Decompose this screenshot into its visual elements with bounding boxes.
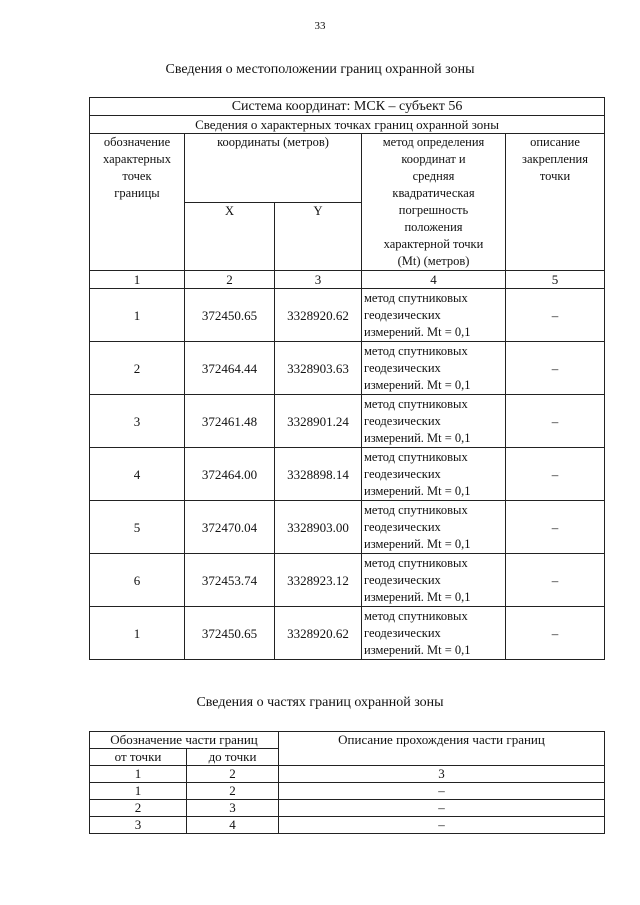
column-number: 1 — [90, 271, 185, 289]
coord-y: 3328920.62 — [275, 289, 362, 342]
point-description: – — [506, 448, 605, 501]
table-row — [90, 783, 605, 800]
header-from-point: от точки — [90, 749, 187, 766]
coord-x: 372461.48 — [185, 395, 275, 448]
coord-x: 372470.04 — [185, 501, 275, 554]
point-id: 4 — [90, 448, 185, 501]
coord-y: 3328903.63 — [275, 342, 362, 395]
to-point: 4 — [187, 817, 279, 834]
point-description: – — [506, 395, 605, 448]
column-number: 3 — [275, 271, 362, 289]
method-text: метод спутниковых геодезических измерений. Mt = 0,1 — [362, 607, 506, 660]
from-point: 3 — [90, 817, 187, 834]
table-row — [90, 448, 605, 501]
header-method: метод определения координат и средняя квадратическая погрешность положения характерной точки (Mt) (метров) — [362, 134, 506, 271]
from-point: 2 — [90, 800, 187, 817]
table-row — [90, 289, 605, 342]
coord-y: 3328903.00 — [275, 501, 362, 554]
method-text: метод спутниковых геодезических измерений. Mt = 0,1 — [362, 448, 506, 501]
coord-x: 372464.44 — [185, 342, 275, 395]
method-text: метод спутниковых геодезических измерений. Mt = 0,1 — [362, 554, 506, 607]
part-description: – — [279, 817, 605, 834]
point-id: 1 — [90, 607, 185, 660]
to-point: 2 — [187, 783, 279, 800]
table2-title: Сведения о частях границ охранной зоны — [196, 695, 444, 710]
coord-x: 372464.00 — [185, 448, 275, 501]
header-y: Y — [275, 202, 362, 271]
header-coordinates: координаты (метров) — [185, 134, 362, 203]
column-number: 5 — [506, 271, 605, 289]
boundary-points-table — [89, 97, 605, 660]
column-number: 2 — [185, 271, 275, 289]
header-description: описание закрепления точки — [506, 134, 605, 271]
header-x: X — [185, 202, 275, 271]
method-text: метод спутниковых геодезических измерений. Mt = 0,1 — [362, 289, 506, 342]
from-point: 1 — [90, 783, 187, 800]
point-description: – — [506, 289, 605, 342]
table-row — [90, 501, 605, 554]
boundary-parts-table — [89, 731, 605, 834]
coord-y: 3328898.14 — [275, 448, 362, 501]
coordinate-system: Система координат: МСК – субъект 56 — [90, 98, 605, 116]
part-description: – — [279, 800, 605, 817]
header-to-point: до точки — [187, 749, 279, 766]
point-id: 2 — [90, 342, 185, 395]
column-number: 1 — [90, 766, 187, 783]
method-text: метод спутниковых геодезических измерений. Mt = 0,1 — [362, 501, 506, 554]
point-id: 1 — [90, 289, 185, 342]
method-text: метод спутниковых геодезических измерений. Mt = 0,1 — [362, 342, 506, 395]
coord-x: 372453.74 — [185, 554, 275, 607]
column-number: 3 — [279, 766, 605, 783]
part-description: – — [279, 783, 605, 800]
point-description: – — [506, 501, 605, 554]
table1-title: Сведения о местоположении границ охранной зоны — [165, 62, 475, 77]
point-description: – — [506, 554, 605, 607]
coord-x: 372450.65 — [185, 289, 275, 342]
point-id: 5 — [90, 501, 185, 554]
table-row — [90, 817, 605, 834]
point-id: 6 — [90, 554, 185, 607]
coord-y: 3328901.24 — [275, 395, 362, 448]
coord-y: 3328920.62 — [275, 607, 362, 660]
page-number: 33 — [314, 20, 326, 32]
table-row — [90, 607, 605, 660]
column-number: 2 — [187, 766, 279, 783]
point-description: – — [506, 607, 605, 660]
column-number: 4 — [362, 271, 506, 289]
table-row — [90, 342, 605, 395]
points-info-heading: Сведения о характерных точках границ охранной зоны — [90, 116, 605, 134]
header-part-description: Описание прохождения части границ — [279, 732, 605, 766]
point-description: – — [506, 342, 605, 395]
header-part-designation: Обозначение части границ — [90, 732, 279, 749]
coord-y: 3328923.12 — [275, 554, 362, 607]
header-designation: обозначение характерных точек границы — [90, 134, 185, 271]
table-row — [90, 554, 605, 607]
coord-x: 372450.65 — [185, 607, 275, 660]
point-id: 3 — [90, 395, 185, 448]
table-row — [90, 395, 605, 448]
table-row — [90, 800, 605, 817]
to-point: 3 — [187, 800, 279, 817]
method-text: метод спутниковых геодезических измерений. Mt = 0,1 — [362, 395, 506, 448]
